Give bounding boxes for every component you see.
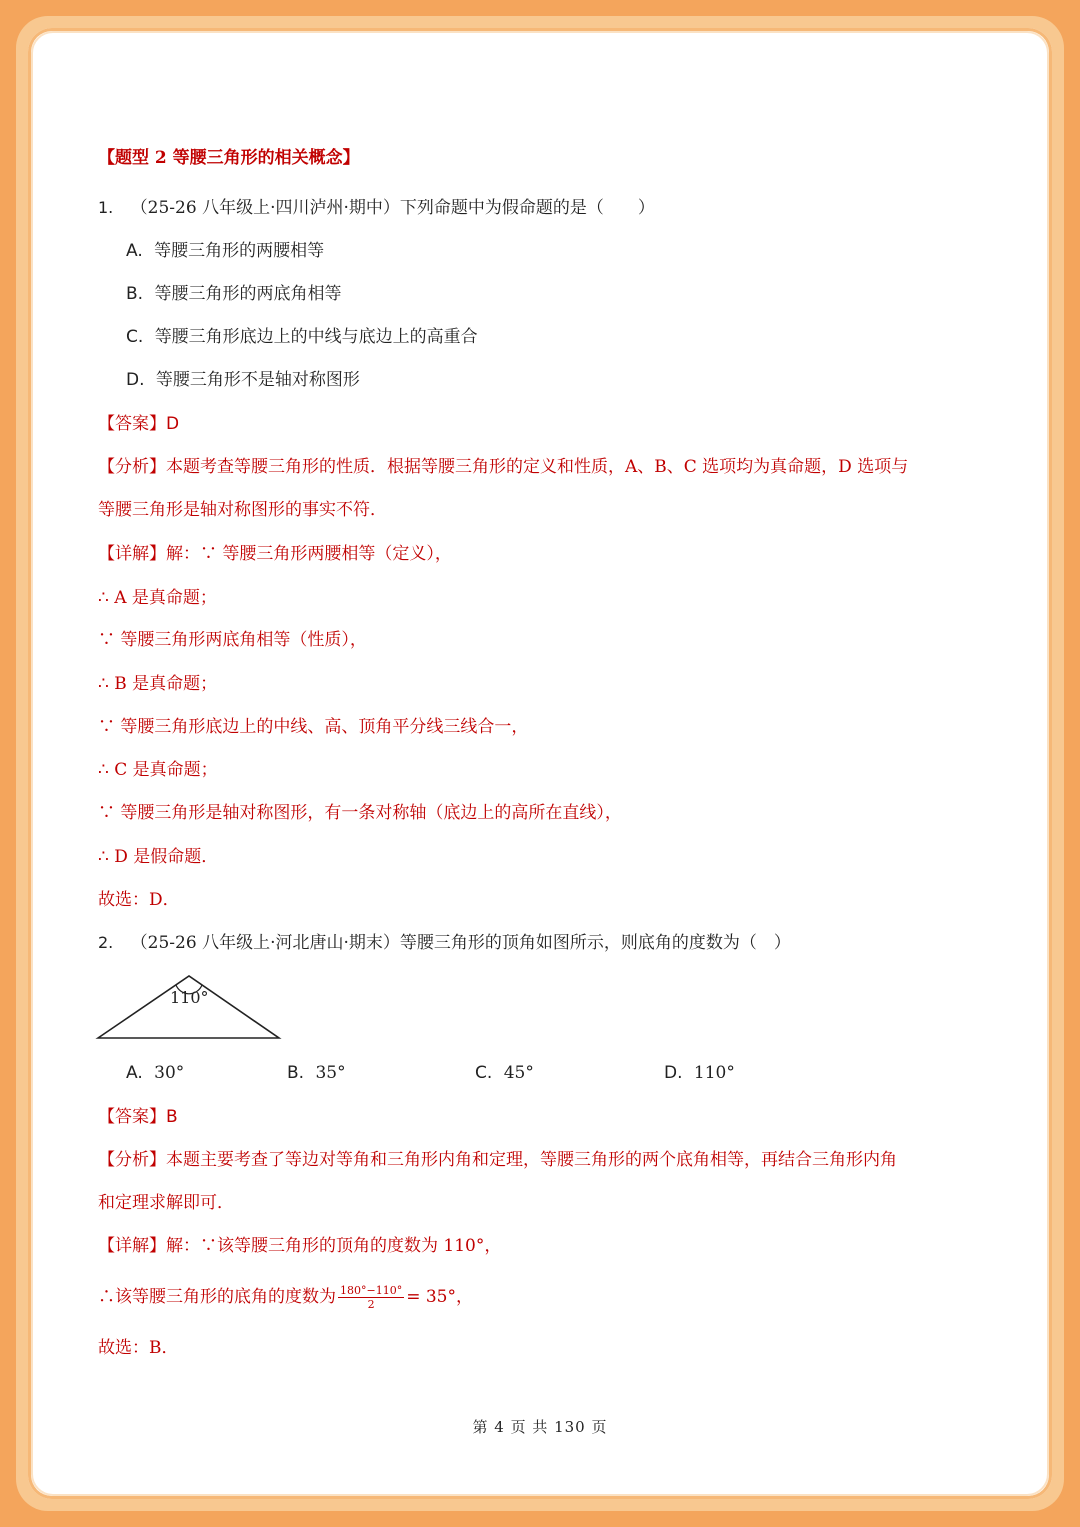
q2-option-a-text: 30° bbox=[154, 1063, 185, 1083]
q1-option-c bbox=[126, 325, 478, 349]
q2-option-b-text: 35° bbox=[315, 1063, 346, 1083]
q1-detail-line6: ∴ C 是真命题； bbox=[98, 760, 218, 780]
q2-answer-value: B bbox=[166, 1107, 178, 1127]
page-number-footer: 第 4 页 共 130 页 bbox=[472, 1418, 608, 1436]
q2-option-c bbox=[475, 1061, 534, 1085]
q1-option-d-label: D. bbox=[126, 370, 145, 390]
q2-detail-line2-prefix: ∴该等腰三角形的底角的度数为 bbox=[98, 1287, 336, 1307]
q1-option-d bbox=[126, 368, 360, 392]
q1-analysis-tag: 【分析】 bbox=[98, 457, 166, 477]
q2-answer-tag: 【答案】 bbox=[98, 1107, 166, 1127]
q2-analysis-line1 bbox=[98, 1148, 897, 1172]
q1-detail-tag: 【详解】 bbox=[98, 544, 166, 564]
q1-option-b bbox=[126, 282, 341, 306]
q1-analysis-line1 bbox=[98, 455, 908, 479]
q1-detail-line3: ∵ 等腰三角形两底角相等（性质）， bbox=[98, 630, 367, 650]
q2-source: （25-26 八年级上·河北唐山·期末） bbox=[130, 933, 400, 953]
q2-answer bbox=[98, 1105, 178, 1129]
q2-fraction bbox=[338, 1284, 404, 1311]
q1-analysis-text1: 本题考查等腰三角形的性质．根据等腰三角形的定义和性质，A、B、C 选项均为真命题，D 选项与 bbox=[166, 457, 909, 477]
q2-option-c-label: C. bbox=[475, 1063, 493, 1083]
q2-analysis-text1: 本题主要考查了等边对等角和三角形内角和定理，等腰三角形的两个底角相等，再结合三角形内角 bbox=[166, 1150, 897, 1170]
q2-option-a-label: A. bbox=[126, 1063, 143, 1083]
q2-option-b bbox=[287, 1061, 346, 1085]
q2-stem-line bbox=[98, 931, 791, 955]
q1-detail-line4: ∴ B 是真命题； bbox=[98, 674, 218, 694]
q2-fraction-numerator: 180°−110° bbox=[340, 1284, 403, 1297]
q2-option-d-text: 110° bbox=[693, 1063, 735, 1083]
q1-detail-line1 bbox=[98, 542, 452, 566]
q1-option-c-label: C. bbox=[126, 327, 144, 347]
q2-fraction-denominator: 2 bbox=[367, 1298, 375, 1311]
q2-detail-line1 bbox=[98, 1234, 501, 1258]
q2-option-d-label: D. bbox=[664, 1063, 683, 1083]
q2-detail-text1: 解：∵该等腰三角形的顶角的度数为 110°， bbox=[166, 1236, 502, 1256]
section-title: 【题型 2 等腰三角形的相关概念】 bbox=[98, 148, 360, 168]
q1-detail-line7: ∵ 等腰三角形是轴对称图形，有一条对称轴（底边上的高所在直线）， bbox=[98, 803, 622, 823]
q1-option-c-text: 等腰三角形底边上的中线与底边上的高重合 bbox=[154, 327, 478, 347]
q2-detail-line2 bbox=[98, 1282, 473, 1312]
triangle-shape bbox=[98, 976, 279, 1038]
q1-detail-text1: 解：∵ 等腰三角形两腰相等（定义）， bbox=[166, 544, 452, 564]
q1-conclusion: 故选：D． bbox=[98, 890, 180, 910]
q1-stem: 下列命题中为假命题的是（ ） bbox=[399, 198, 655, 218]
q1-option-a-label: A. bbox=[126, 241, 143, 261]
q1-answer bbox=[98, 412, 179, 436]
q2-option-d bbox=[664, 1061, 735, 1085]
q1-option-a-text: 等腰三角形的两腰相等 bbox=[154, 241, 325, 261]
q1-analysis-line2: 等腰三角形是轴对称图形的事实不符． bbox=[98, 500, 387, 520]
q1-option-a bbox=[126, 239, 324, 263]
q1-option-b-text: 等腰三角形的两底角相等 bbox=[154, 284, 342, 304]
q2-analysis-line2: 和定理求解即可． bbox=[98, 1193, 234, 1213]
q1-answer-value: D bbox=[166, 414, 180, 434]
apex-angle-label: 110° bbox=[170, 988, 209, 1007]
q1-option-d-text: 等腰三角形不是轴对称图形 bbox=[155, 370, 360, 390]
q2-detail-line2-suffix: = 35°， bbox=[406, 1287, 473, 1307]
q1-number: 1. bbox=[98, 198, 114, 217]
q1-answer-tag: 【答案】 bbox=[98, 414, 166, 434]
q2-number: 2. bbox=[98, 933, 114, 952]
q1-detail-line2: ∴ A 是真命题； bbox=[98, 588, 217, 608]
q2-conclusion: 故选：B． bbox=[98, 1338, 179, 1358]
q1-stem-line bbox=[98, 196, 655, 220]
q2-option-c-text: 45° bbox=[503, 1063, 534, 1083]
q2-analysis-tag: 【分析】 bbox=[98, 1150, 166, 1170]
q2-option-b-label: B. bbox=[287, 1063, 305, 1083]
q1-detail-line5: ∵ 等腰三角形底边上的中线、高、顶角平分线三线合一， bbox=[98, 717, 529, 737]
q2-option-a bbox=[126, 1061, 184, 1085]
q1-detail-line8: ∴ D 是假命题． bbox=[98, 847, 219, 867]
q2-stem: 等腰三角形的顶角如图所示，则底角的度数为（ ） bbox=[399, 933, 791, 953]
q1-source: （25-26 八年级上·四川泸州·期中） bbox=[130, 198, 400, 218]
q2-detail-tag: 【详解】 bbox=[98, 1236, 166, 1256]
isosceles-triangle-figure bbox=[94, 970, 284, 1044]
q1-option-b-label: B. bbox=[126, 284, 144, 304]
